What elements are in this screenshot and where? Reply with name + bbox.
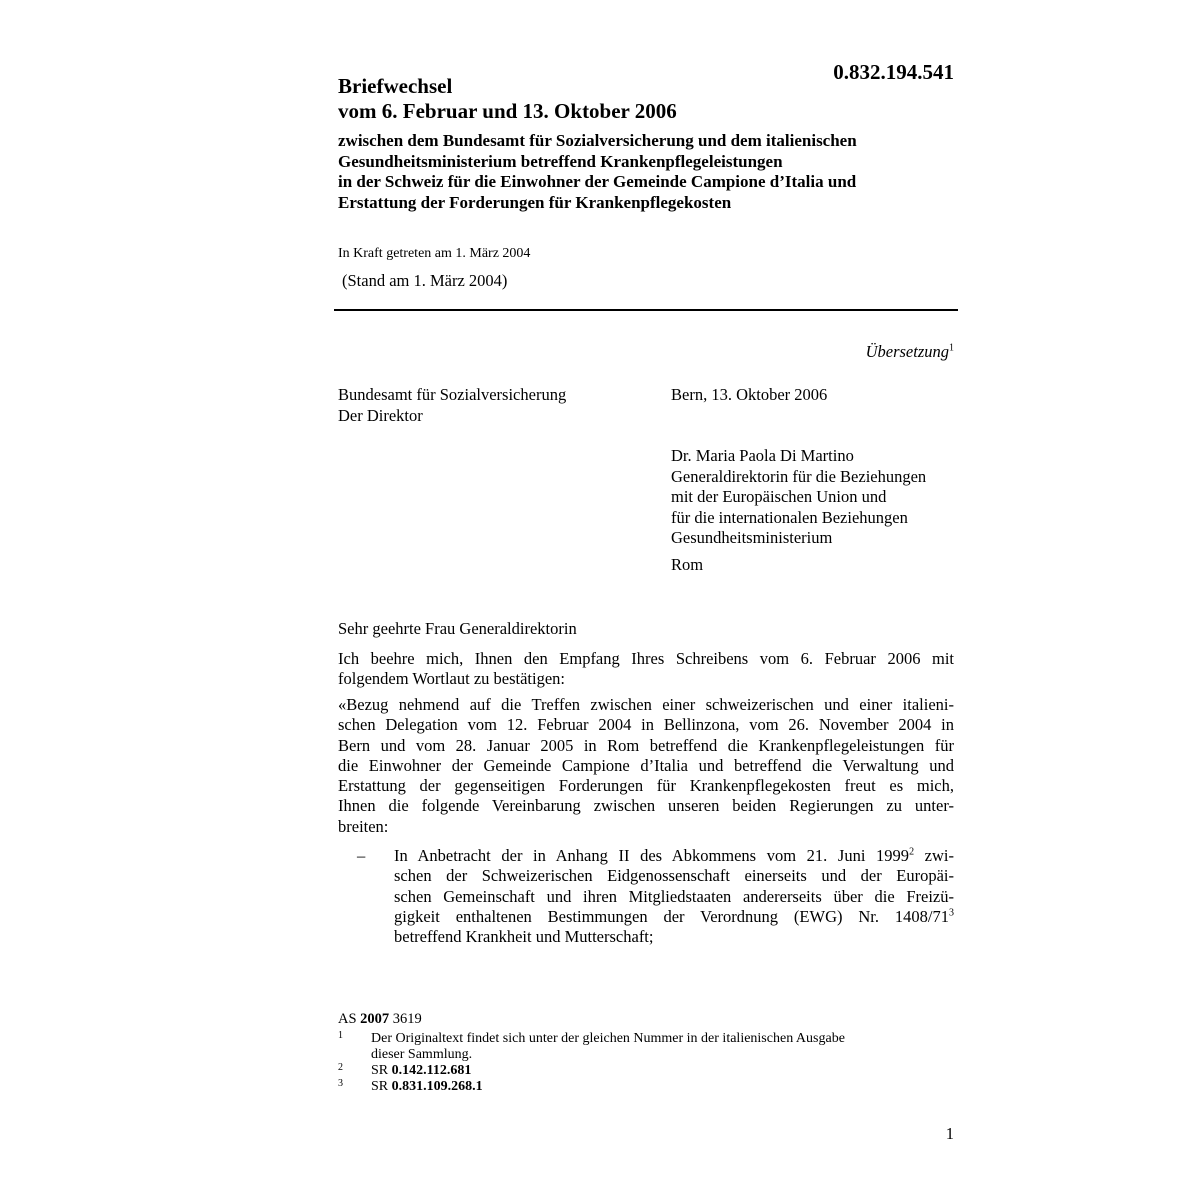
footnote-3: 3 SR 0.831.109.268.1 bbox=[338, 1078, 483, 1094]
recipient-line: für die internationalen Beziehungen bbox=[671, 507, 908, 527]
subtitle-line: Erstattung der Forderungen für Krankenpflegekosten bbox=[338, 192, 732, 212]
title-line-2: vom 6. Februar und 13. Oktober 2006 bbox=[338, 99, 677, 123]
footnote-text: dieser Sammlung. bbox=[371, 1047, 473, 1062]
list-item-line: schen Gemeinschaft und ihren Mitgliedstaaten andererseits über die Freizü- bbox=[394, 886, 954, 906]
paragraph-line: Bern und vom 28. Januar 2005 in Rom betreffend die Krankenpflegeleistungen für bbox=[338, 735, 954, 755]
footnote-number: 1 bbox=[338, 1030, 343, 1041]
document-title bbox=[338, 74, 677, 124]
paragraph-line: folgendem Wortlaut zu bestätigen: bbox=[338, 669, 566, 689]
stand-date: (Stand am 1. März 2004) bbox=[342, 271, 508, 290]
header-divider bbox=[334, 309, 958, 311]
paragraph-1 bbox=[338, 649, 954, 690]
document-subtitle bbox=[338, 131, 978, 213]
list-dash: – bbox=[357, 846, 366, 865]
footnote-ref-1[interactable]: 1 bbox=[949, 342, 954, 354]
place-date: Bern, 13. Oktober 2006 bbox=[671, 385, 828, 404]
subtitle-line: zwischen dem Bundesamt für Sozialversicherung und dem italienischen bbox=[338, 131, 857, 150]
in-force-date: In Kraft getreten am 1. März 2004 bbox=[338, 246, 531, 261]
sr-link[interactable]: 0.831.109.268.1 bbox=[391, 1079, 483, 1094]
footnote-text: Der Originaltext findet sich unter der gleichen Nummer in der italienischen Ausgabe bbox=[371, 1031, 845, 1046]
footnotes bbox=[338, 1031, 958, 1095]
paragraph-line: schen Delegation vom 12. Februar 2004 in Bellinzona, vom 26. November 2004 in bbox=[338, 715, 954, 735]
sender-line-2: Der Direktor bbox=[338, 405, 423, 425]
footnote-number: 3 bbox=[338, 1078, 343, 1089]
title-line-1: Briefwechsel bbox=[338, 74, 453, 98]
recipient-line: Dr. Maria Paola Di Martino bbox=[671, 446, 854, 465]
list-item-line: gigkeit enthaltenen Bestimmungen der Verordnung (EWG) Nr. 1408/71$^3$ bbox=[394, 906, 954, 926]
as-reference: AS 2007 3619 bbox=[338, 1011, 422, 1027]
paragraph-line: Ihnen die folgende Vereinbarung zwischen unseren beiden Regierungen zu unter- bbox=[338, 796, 954, 816]
list-item-line: In Anbetracht der in Anhang II des Abkommens vom 21. Juni 1999$^2$ zwi- bbox=[394, 846, 955, 865]
salutation: Sehr geehrte Frau Generaldirektorin bbox=[338, 619, 577, 638]
paragraph-line: breiten: bbox=[338, 816, 389, 836]
sr-number: 0.832.194.541 bbox=[833, 60, 954, 84]
paragraph-line: «Bezug nehmend auf die Treffen zwischen einer schweizerischen und einer italieni- bbox=[338, 695, 954, 714]
list-item bbox=[394, 846, 954, 947]
translation-label: Übersetzung bbox=[865, 342, 949, 361]
recipient-line: Gesundheitsministerium bbox=[671, 528, 833, 547]
footnote-ref-3[interactable]: 3 bbox=[949, 907, 954, 919]
recipient-line: Generaldirektorin für die Beziehungen bbox=[671, 466, 927, 486]
sender-block bbox=[338, 385, 566, 426]
sr-link[interactable]: 0.142.112.681 bbox=[391, 1063, 472, 1078]
paragraph-line: Erstattung der gegenseitigen Forderungen für Krankenpflegekosten freut es mich, bbox=[338, 776, 954, 796]
paragraph-2 bbox=[338, 695, 954, 837]
footnote-2: 2 SR 0.142.112.681 bbox=[338, 1062, 472, 1078]
paragraph-line: Ich beehre mich, Ihnen den Empfang Ihres Schreibens vom 6. Februar 2006 mit bbox=[338, 649, 954, 668]
recipient-city: Rom bbox=[671, 555, 704, 574]
translation-note bbox=[760, 342, 954, 362]
page-number: 1 bbox=[945, 1124, 954, 1143]
footnote-ref-2[interactable]: 2 bbox=[909, 846, 915, 858]
list-item-line: betreffend Krankheit und Mutterschaft; bbox=[394, 927, 654, 947]
footnote-1 bbox=[338, 1031, 958, 1063]
paragraph-line: die Einwohner der Gemeinde Campione d’Italia und betreffend die Verwaltung und bbox=[338, 755, 954, 775]
sender-line-1: Bundesamt für Sozialversicherung bbox=[338, 385, 567, 404]
list-item-line: schen der Schweizerischen Eidgenossenschaft einerseits und der Europäi- bbox=[394, 866, 954, 886]
subtitle-line: in der Schweiz für die Einwohner der Gemeinde Campione d’Italia und bbox=[338, 172, 857, 191]
subtitle-line: Gesundheitsministerium betreffend Krankenpflegeleistungen bbox=[338, 151, 783, 171]
recipient-block bbox=[671, 446, 926, 549]
footnote-number: 2 bbox=[338, 1062, 343, 1073]
recipient-line: mit der Europäischen Union und bbox=[671, 487, 887, 506]
